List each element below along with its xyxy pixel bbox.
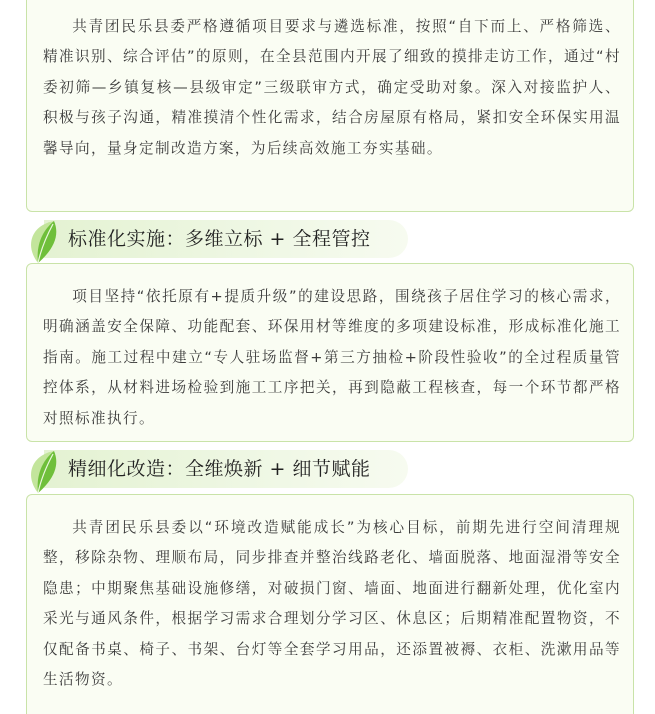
green-leaf-icon: [24, 217, 68, 267]
green-leaf-icon: [24, 447, 68, 497]
section-standardization-box: [26, 263, 634, 442]
section-heading-title: 标准化实施：多维立标 + 全程管控: [68, 228, 371, 250]
section-intro-box: [26, 0, 634, 212]
section-standardization-paragraph: 项目坚持“依托原有+提质升级”的建设思路，围绕孩子居住学习的核心需求，明确涵盖安全保障、功能配套、环保用材等维度的多项建设标准，形成标准化施工指南。施工过程中建立“专人驻场监督+第三方抽检+阶段性验收”的全过程质量管控体系，从材料进场检验到施工工序把关，再到隐蔽工程核查，每一个环节都严格对照标准执行。: [43, 288, 621, 427]
section-refinement-paragraph: 共青团民乐县委以“环境改造赋能成长”为核心目标，前期先进行空间清理规整，移除杂物、理顺布局，同步排查并整治线路老化、墙面脱落、地面湿滑等安全隐患；中期聚焦基础设施修缮，对破损门窗、墙面、地面进行翻新处理，优化室内采光与通风条件，根据学习需求合理划分学习区、休息区；后期精准配置物资，不仅配备书桌、椅子、书架、台灯等全套学习用品，还添置被褥、衣柜、洗漱用品等生活物资。: [43, 519, 621, 689]
section-refinement-box: [26, 494, 634, 714]
section-heading-title: 精细化改造：全维焕新 + 细节赋能: [68, 458, 371, 480]
section-intro-paragraph: 共青团民乐县委严格遵循项目要求与遴选标准，按照“自下而上、严格筛选、精准识别、综合评估”的原则，在全县范围内开展了细致的摸排走访工作，通过“村委初筛—乡镇复核—县级审定”三级联审方式，确定受助对象。深入对接监护人、积极与孩子沟通，精准摸清个性化需求，结合房屋原有格局，紧扣安全环保实用温馨导向，量身定制改造方案，为后续高效施工夯实基础。: [43, 18, 621, 157]
